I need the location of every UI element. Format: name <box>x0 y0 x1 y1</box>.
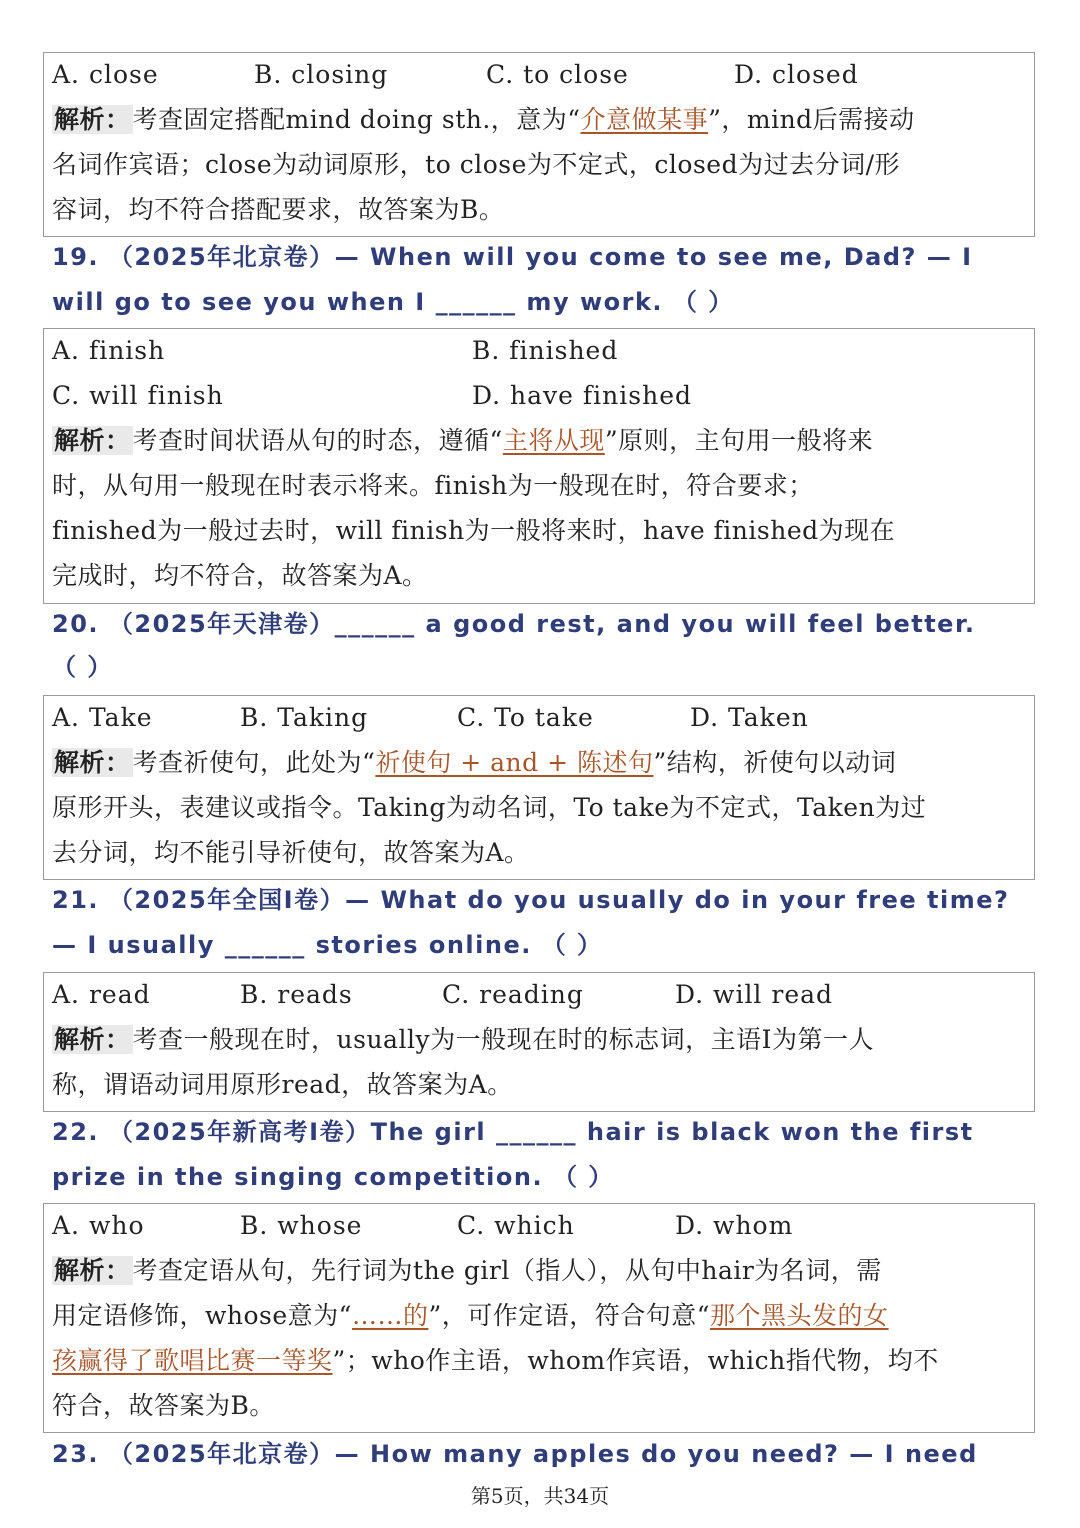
question-20-line2: （ ） <box>52 653 113 681</box>
analysis-label: 解析： <box>54 1256 131 1285</box>
analysis-label: 解析： <box>54 1025 131 1054</box>
question-21-line1: 21. （2025年全国I卷）— What do you usually do in your free time? <box>52 886 1010 914</box>
analysis-line: 称，谓语动词用原形read，故答案为A。 <box>52 1070 513 1099</box>
option-a: A. close <box>52 60 159 89</box>
option-c: C. reading <box>442 980 584 1009</box>
question-19-line2: will go to see you when I ______ my work. （ ） <box>52 288 734 316</box>
option-d: D. closed <box>734 60 859 89</box>
analysis-line: 名词作宾语；close为动词原形，to close为不定式，closed为过去分词/形 <box>52 150 900 179</box>
analysis-line: 解析：考查祈使句，此处为“祈使句 + and + 陈述句”结构，祈使句以动词 <box>54 748 897 777</box>
question-22-line2: prize in the singing competition. （ ） <box>52 1163 614 1191</box>
question-19-line1: 19. （2025年北京卷）— When will you come to see me, Dad? — I <box>52 243 973 271</box>
highlight: 主将从现 <box>502 426 605 455</box>
option-c: C. to close <box>486 60 629 89</box>
question-21-line2: — I usually ______ stories online. （ ） <box>52 931 603 959</box>
analysis-line: finished为一般过去时，will finish为一般将来时，have finished为现在 <box>52 516 896 545</box>
option-b: B. closing <box>254 60 389 89</box>
page-footer: 第5页，共34页 <box>470 1484 610 1508</box>
analysis-label: 解析： <box>54 426 131 455</box>
option-a: A. read <box>52 980 151 1009</box>
option-d: D. whom <box>675 1211 794 1240</box>
option-a: A. finish <box>52 336 166 365</box>
question-22-line1: 22. （2025年新高考I卷）The girl ______ hair is black won the first <box>52 1118 974 1146</box>
option-a: A. who <box>52 1211 145 1240</box>
analysis-line: 用定语修饰，whose意为“……的”，可作定语，符合句意“那个黑头发的女 <box>52 1301 889 1330</box>
highlight: 祈使句 + and + 陈述句 <box>375 748 654 777</box>
option-b: B. reads <box>240 980 353 1009</box>
option-a: A. Take <box>52 703 153 732</box>
highlight: 介意做某事 <box>580 105 709 134</box>
option-c: C. will finish <box>52 381 224 410</box>
analysis-line: 完成时，均不符合，故答案为A。 <box>52 561 428 590</box>
analysis-line: 时，从句用一般现在时表示将来。finish为一般现在时，符合要求； <box>52 471 814 500</box>
analysis-line: 解析：考查定语从句，先行词为the girl（指人），从句中hair为名词，需 <box>54 1256 882 1285</box>
analysis-line: 容词，均不符合搭配要求，故答案为B。 <box>52 195 505 224</box>
analysis-line: 去分词，均不能引导祈使句，故答案为A。 <box>52 838 530 867</box>
question-20-line1: 20. （2025年天津卷）______ a good rest, and you will feel better. <box>52 610 976 638</box>
analysis-label: 解析： <box>54 105 131 134</box>
option-b: B. Taking <box>240 703 369 732</box>
analysis-line: 符合，故答案为B。 <box>52 1391 275 1420</box>
analysis-line: 解析：考查固定搭配mind doing sth.，意为“介意做某事”，mind后需接动 <box>54 105 915 134</box>
highlight: 孩赢得了歌唱比赛一等奖 <box>52 1346 333 1375</box>
option-b: B. whose <box>240 1211 363 1240</box>
option-d: D. Taken <box>690 703 809 732</box>
option-d: D. will read <box>675 980 834 1009</box>
analysis-line: 解析：考查时间状语从句的时态，遵循“主将从现”原则，主句用一般将来 <box>54 426 874 455</box>
option-c: C. which <box>457 1211 575 1240</box>
question-23-line1: 23. （2025年北京卷）— How many apples do you need? — I need <box>52 1440 978 1468</box>
analysis-line: 原形开头，表建议或指令。Taking为动名词，To take为不定式，Taken为过 <box>52 793 927 822</box>
analysis-line: 孩赢得了歌唱比赛一等奖”；who作主语，whom作宾语，which指代物，均不 <box>52 1346 939 1375</box>
analysis-label: 解析： <box>54 748 131 777</box>
option-d: D. have finished <box>472 381 692 410</box>
highlight: ……的 <box>351 1301 429 1330</box>
option-c: C. To take <box>457 703 594 732</box>
highlight: 那个黑头发的女 <box>710 1301 889 1330</box>
analysis-line: 解析：考查一般现在时，usually为一般现在时的标志词，主语I为第一人 <box>54 1025 874 1054</box>
option-b: B. finished <box>472 336 619 365</box>
